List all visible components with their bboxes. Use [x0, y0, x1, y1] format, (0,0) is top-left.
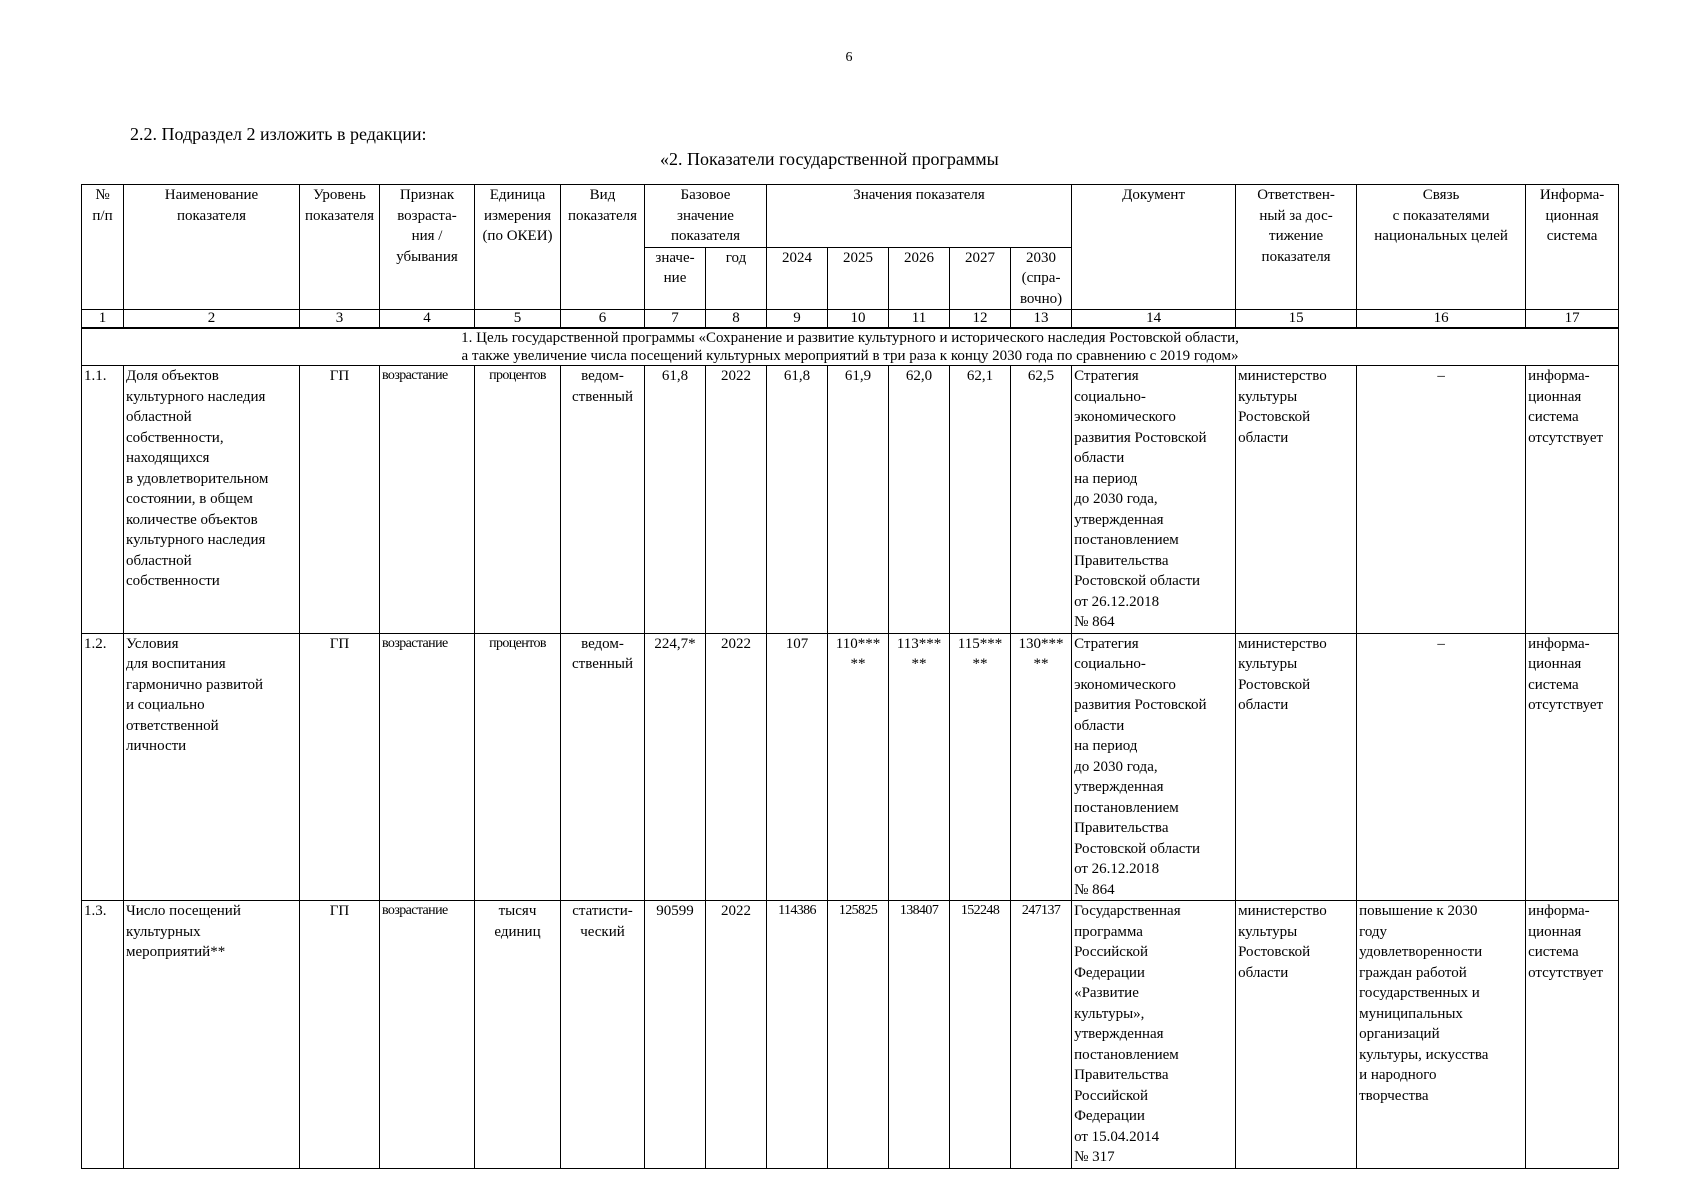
header-trend: Признак возраста- ния / убывания [380, 185, 475, 310]
indicators-table [81, 184, 1619, 1169]
column-number: 8 [706, 310, 767, 329]
row-num: 1.1. [82, 366, 124, 634]
indicator-type: статисти- ческий [561, 901, 645, 1169]
base-value: 224,7* [645, 633, 706, 901]
column-number: 1 [82, 310, 124, 329]
goal-row [82, 328, 1619, 366]
indicator-document: Государственная программа Российской Федерации «Развитие культуры», утвержденная постановлением Правительства Российской Федерации от 15.04.2014 № 317 [1072, 901, 1236, 1169]
intro-text: 2.2. Подраздел 2 изложить в редакции: [130, 124, 427, 144]
column-number: 10 [828, 310, 889, 329]
header-num: № п/п [82, 185, 124, 310]
header-year-2024: 2024 [767, 247, 828, 310]
column-number: 13 [1011, 310, 1072, 329]
value-2030: 247137 [1011, 901, 1072, 1169]
indicator-unit: процентов [475, 366, 561, 634]
column-number: 11 [889, 310, 950, 329]
responsible-body: министерство культуры Ростовской области [1236, 633, 1357, 901]
value-2025: 110*** ** [828, 633, 889, 901]
indicator-level: ГП [300, 633, 380, 901]
header-year-2027: 2027 [950, 247, 1011, 310]
table-row [82, 633, 1619, 901]
value-2027: 152248 [950, 901, 1011, 1169]
table-title: «2. Показатели государственной программы [660, 149, 999, 169]
column-number: 4 [380, 310, 475, 329]
responsible-body: министерство культуры Ростовской области [1236, 366, 1357, 634]
responsible-body: министерство культуры Ростовской области [1236, 901, 1357, 1169]
base-value: 61,8 [645, 366, 706, 634]
indicator-level: ГП [300, 901, 380, 1169]
base-year: 2022 [706, 366, 767, 634]
indicator-trend: возрастание [380, 366, 475, 634]
indicator-trend: возрастание [380, 901, 475, 1169]
value-2030: 130*** ** [1011, 633, 1072, 901]
value-2026: 62,0 [889, 366, 950, 634]
indicator-document: Стратегия социально- экономического развития Ростовской области на период до 2030 года, утвержденная постановлением Правительства Ростовской области от 26.12.2018 № 864 [1072, 366, 1236, 634]
header-year-2025: 2025 [828, 247, 889, 310]
header-level: Уровень показателя [300, 185, 380, 310]
value-2026: 113*** ** [889, 633, 950, 901]
column-number: 7 [645, 310, 706, 329]
header-row-1 [82, 185, 1619, 248]
header-info: Информа- ционная система [1526, 185, 1619, 310]
header-resp: Ответствен- ный за дос- тижение показателя [1236, 185, 1357, 310]
column-number: 14 [1072, 310, 1236, 329]
header-unit: Единица измерения (по ОКЕИ) [475, 185, 561, 310]
value-2025: 125825 [828, 901, 889, 1169]
column-number: 6 [561, 310, 645, 329]
header-type: Вид показателя [561, 185, 645, 310]
indicator-type: ведом- ственный [561, 633, 645, 901]
header-values: Значения показателя [767, 185, 1072, 248]
info-system: информа- ционная система отсутствует [1526, 901, 1619, 1169]
table-row [82, 901, 1619, 1169]
base-value: 90599 [645, 901, 706, 1169]
header-base-year: год [706, 247, 767, 310]
column-number: 12 [950, 310, 1011, 329]
header-base: Базовое значение показателя [645, 185, 767, 248]
indicator-name: Доля объектов культурного наследия областной собственности, находящихся в удовлетворительном состоянии, в общем количестве объектов культурного наследия областной собственности [124, 366, 300, 634]
column-number-row [82, 310, 1619, 329]
column-number: 9 [767, 310, 828, 329]
column-number: 16 [1357, 310, 1526, 329]
national-goal-link: – [1357, 366, 1526, 634]
column-number: 5 [475, 310, 561, 329]
indicator-type: ведом- ственный [561, 366, 645, 634]
indicator-level: ГП [300, 366, 380, 634]
header-year-2030: 2030 (спра- вочно) [1011, 247, 1072, 310]
value-2024: 107 [767, 633, 828, 901]
program-goal: 1. Цель государственной программы «Сохранение и развитие культурного и исторического наследия Ростовской области, а также увеличение числа посещений культурных мероприятий в три раза к концу 2030 года по сравнению с 2019 годом» [82, 328, 1619, 366]
indicator-name: Условия для воспитания гармонично развитой и социально ответственной личности [124, 633, 300, 901]
indicator-unit: процентов [475, 633, 561, 901]
page-number: 6 [845, 50, 853, 65]
column-number: 3 [300, 310, 380, 329]
base-year: 2022 [706, 633, 767, 901]
row-num: 1.3. [82, 901, 124, 1169]
column-number: 2 [124, 310, 300, 329]
info-system: информа- ционная система отсутствует [1526, 633, 1619, 901]
header-year-2026: 2026 [889, 247, 950, 310]
indicator-trend: возрастание [380, 633, 475, 901]
header-doc: Документ [1072, 185, 1236, 310]
indicator-name: Число посещений культурных мероприятий** [124, 901, 300, 1169]
indicator-document: Стратегия социально- экономического развития Ростовской области на период до 2030 года, утвержденная постановлением Правительства Ростовской области от 26.12.2018 № 864 [1072, 633, 1236, 901]
national-goal-link: повышение к 2030 году удовлетворенности граждан работой государственных и муниципальных организаций культуры, искусства и народного творчества [1357, 901, 1526, 1169]
column-number: 15 [1236, 310, 1357, 329]
info-system: информа- ционная система отсутствует [1526, 366, 1619, 634]
value-2024: 61,8 [767, 366, 828, 634]
national-goal-link: – [1357, 633, 1526, 901]
base-year: 2022 [706, 901, 767, 1169]
header-name: Наименование показателя [124, 185, 300, 310]
value-2030: 62,5 [1011, 366, 1072, 634]
header-link: Связь с показателями национальных целей [1357, 185, 1526, 310]
indicator-unit: тысяч единиц [475, 901, 561, 1169]
value-2025: 61,9 [828, 366, 889, 634]
value-2027: 62,1 [950, 366, 1011, 634]
value-2027: 115*** ** [950, 633, 1011, 901]
value-2026: 138407 [889, 901, 950, 1169]
table-row [82, 366, 1619, 634]
header-base-value: значе- ние [645, 247, 706, 310]
value-2024: 114386 [767, 901, 828, 1169]
column-number: 17 [1526, 310, 1619, 329]
row-num: 1.2. [82, 633, 124, 901]
